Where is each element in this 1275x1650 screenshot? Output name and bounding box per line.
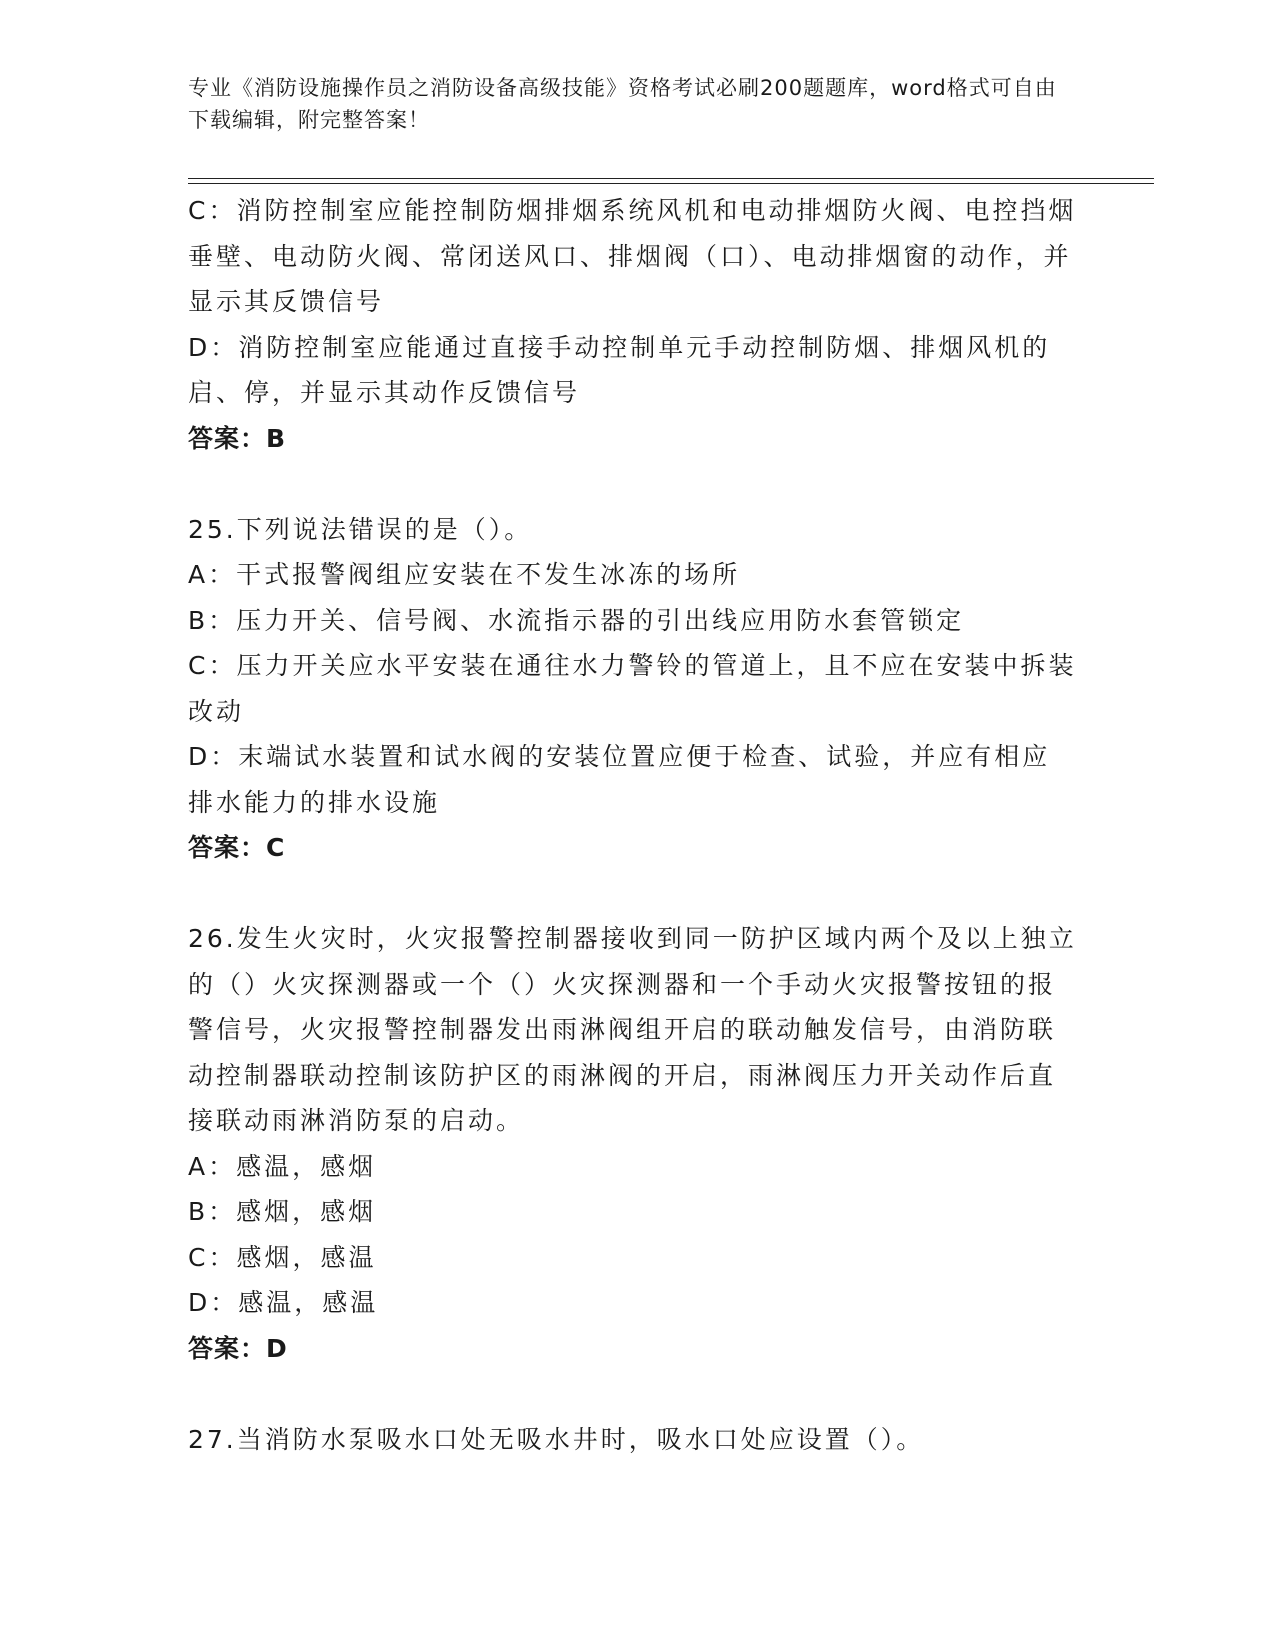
spacer <box>188 1371 1078 1417</box>
q24-answer: 答案：B <box>188 423 287 453</box>
page-header <box>188 72 1068 136</box>
q26-option-d: D：感温，感温 <box>188 1288 379 1317</box>
q25-option-d: D：末端试水装置和试水阀的安装位置应便于检查、试验，并应有相应排水能力的排水设施 <box>188 742 1051 817</box>
q26-option-a: A：感温，感烟 <box>188 1151 377 1181</box>
q25-answer: 答案：C <box>188 833 286 862</box>
q25-option-a: A：干式报警阀组应安装在不发生冰冻的场所 <box>188 560 741 589</box>
q25-option-b: B：压力开关、信号阀、水流指示器的引出线应用防水套管锁定 <box>188 605 965 635</box>
q26-option-c: C：感烟，感温 <box>188 1242 377 1272</box>
question-content <box>188 188 1078 1462</box>
q26-stem: 26.发生火灾时，火灾报警控制器接收到同一防护区域内两个及以上独立的（）火灾探测器或一个（）火灾探测器和一个手动火灾报警按钮的报警信号，火灾报警控制器发出雨淋阀组开启的联动触发信号，由消防联动控制器联动控制该防护区的雨淋阀的开启，雨淋阀压力开关动作后直接联动雨淋消防泵的启动。 <box>188 924 1077 1135</box>
header-divider-top <box>188 178 1154 179</box>
spacer <box>188 871 1078 917</box>
q24-option-c: C：消防控制室应能控制防烟排烟系统风机和电动排烟防火阀、电控挡烟垂壁、电动防火阀、常闭送风口、排烟阀（口）、电动排烟窗的动作，并显示其反馈信号 <box>188 196 1077 316</box>
q27-stem: 27.当消防水泵吸水口处无吸水井时，吸水口处应设置（）。 <box>188 1424 925 1454</box>
spacer <box>188 461 1078 507</box>
q25-stem: 25.下列说法错误的是（）。 <box>188 514 533 544</box>
q25-option-c: C：压力开关应水平安装在通往水力警铃的管道上，且不应在安装中拆装改动 <box>188 651 1077 726</box>
header-divider-bottom <box>188 183 1154 184</box>
q24-option-d: D：消防控制室应能通过直接手动控制单元手动控制防烟、排烟风机的启、停，并显示其动作反馈信号 <box>188 332 1051 407</box>
q26-option-b: B：感烟，感烟 <box>188 1197 377 1226</box>
q26-answer: 答案：D <box>188 1333 288 1363</box>
header-text: 专业《消防设施操作员之消防设备高级技能》资格考试必刷200题题库，word格式可自由下载编辑，附完整答案！ <box>188 76 1057 132</box>
